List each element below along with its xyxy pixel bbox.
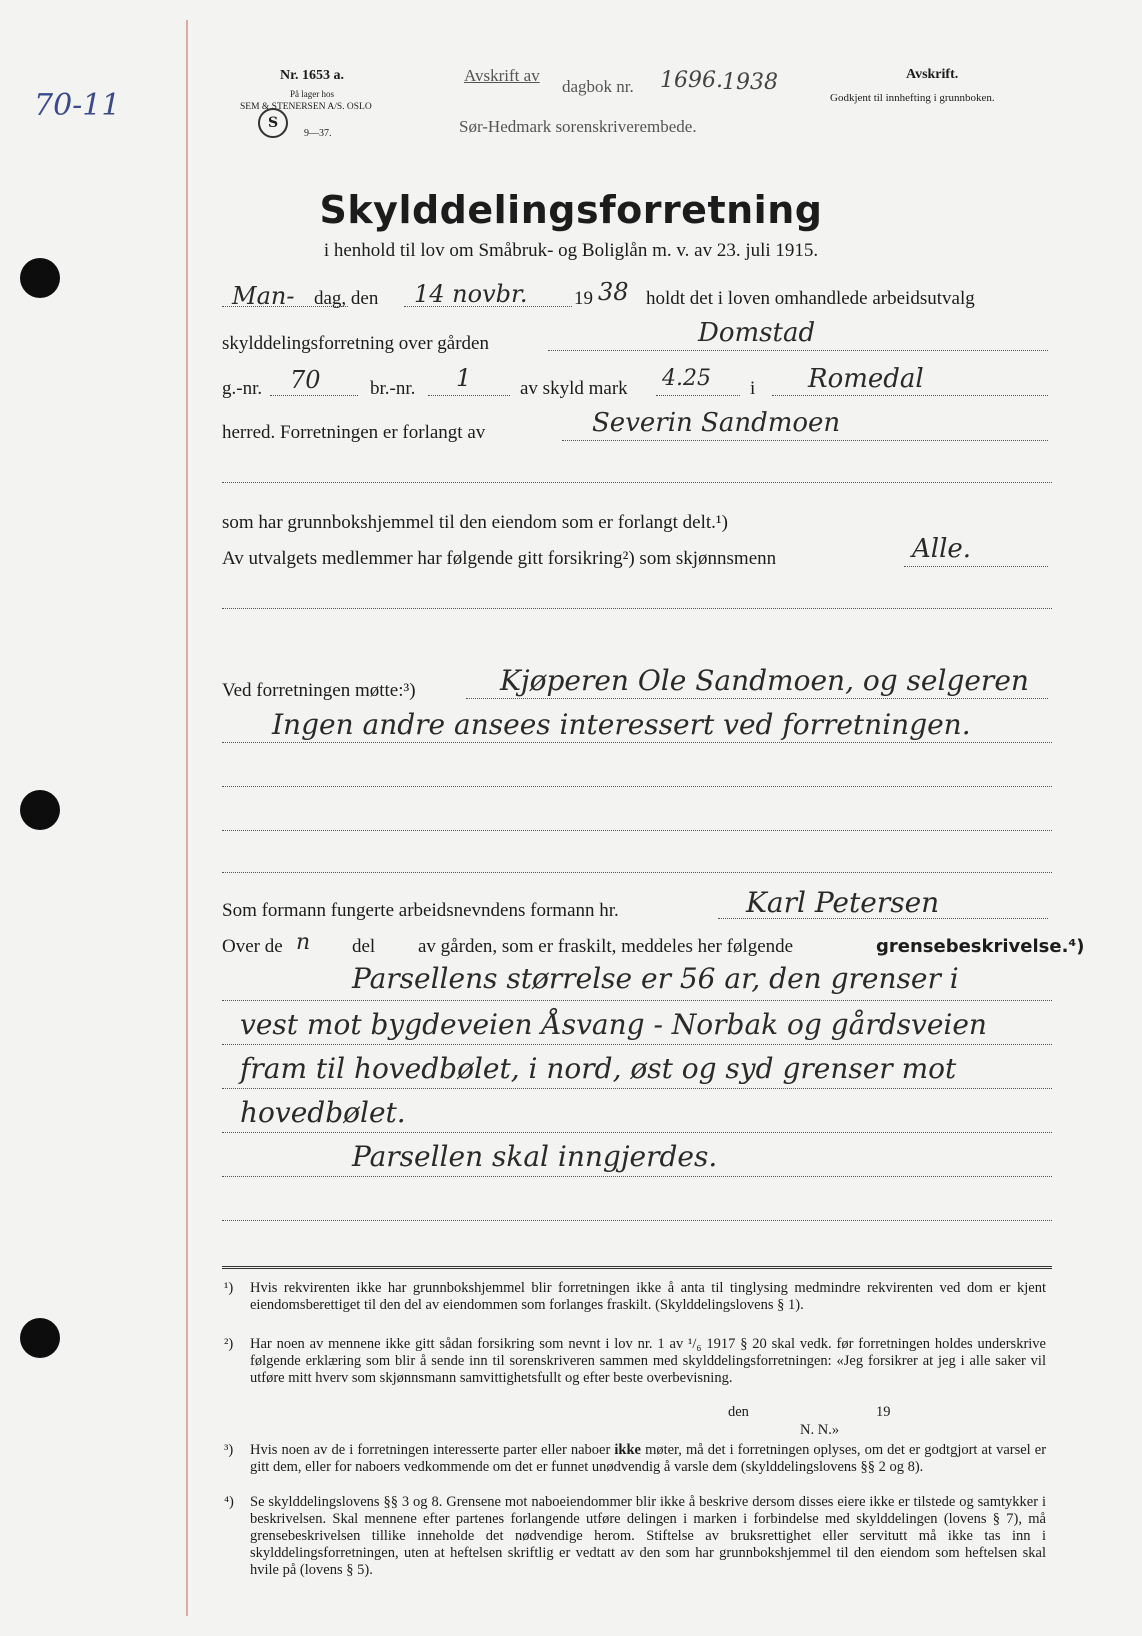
blank-line bbox=[222, 1220, 1052, 1221]
approval-text: Godkjent til innhefting i grunnboken. bbox=[830, 92, 995, 104]
form-number: Nr. 1653 a. bbox=[280, 68, 345, 83]
footnote-2-den: den bbox=[728, 1404, 749, 1420]
chair-label: Som formann fungerte arbeidsnevndens formann hr. bbox=[222, 900, 619, 921]
over-de-handwritten: n bbox=[296, 930, 311, 955]
copy-label: Avskrift av bbox=[464, 66, 540, 85]
year-handwritten: 38 bbox=[598, 278, 629, 306]
attended-label: Ved forretningen møtte:³) bbox=[222, 680, 416, 701]
boundary-handwritten-2: vest mot bygdeveien Åsvang - Norbak og gårdsveien bbox=[240, 1008, 987, 1041]
blank-line bbox=[222, 872, 1052, 873]
blank-line bbox=[222, 786, 1052, 787]
boundary-handwritten-1: Parsellens størrelse er 56 ar, den grenser i bbox=[352, 962, 959, 995]
blank-line bbox=[222, 1000, 1052, 1001]
margin-note: 70-11 bbox=[34, 88, 121, 123]
bnr-label: br.-nr. bbox=[370, 378, 416, 399]
office-stamp: Sør-Hedmark sorenskriverembede. bbox=[459, 117, 697, 136]
chair-handwritten: Karl Petersen bbox=[746, 886, 940, 919]
blank-line bbox=[222, 608, 1052, 609]
held-text: holdt det i loven omhandlede arbeidsutvalg bbox=[646, 288, 975, 309]
blank-line bbox=[222, 742, 1052, 743]
year-prefix: 19 bbox=[574, 288, 593, 309]
blank-line bbox=[222, 830, 1052, 831]
attended-handwritten-1: Kjøperen Ole Sandmoen, og selgeren bbox=[500, 664, 1029, 697]
requester-handwritten: Severin Sandmoen bbox=[592, 408, 841, 438]
footnote-2-year: 19 bbox=[876, 1404, 891, 1420]
boundary-handwritten-4: hovedbølet. bbox=[240, 1096, 406, 1129]
in-label: i bbox=[750, 378, 756, 399]
footnote-separator bbox=[222, 1266, 1052, 1269]
bnr-handwritten: 1 bbox=[456, 364, 472, 392]
blank-line bbox=[222, 1176, 1052, 1177]
blank-line bbox=[222, 482, 1052, 483]
blank-line bbox=[222, 1044, 1052, 1045]
register-label: dagbok nr. bbox=[562, 77, 634, 96]
register-number: 1696. bbox=[660, 68, 723, 93]
gnr-label: g.-nr. bbox=[222, 378, 263, 399]
publisher-line-1: På lager hos bbox=[290, 89, 334, 99]
boundary-bold: grensebeskrivelse.⁴) bbox=[876, 936, 1085, 957]
punch-hole bbox=[20, 790, 60, 830]
footnote-2-signature: N. N.» bbox=[800, 1422, 840, 1438]
part-label: del bbox=[352, 936, 376, 957]
members-text: Av utvalgets medlemmer har følgende gitt forsikring²) som skjønnsmenn bbox=[222, 548, 777, 569]
requester-label: herred. Forretningen er forlangt av bbox=[222, 422, 486, 443]
boundary-label: av gården, som er fraskilt, meddeles her følgende bbox=[418, 936, 794, 957]
blank-line bbox=[222, 1088, 1052, 1089]
weekday-handwritten: Man- bbox=[232, 282, 295, 310]
boundary-handwritten-3: fram til hovedbølet, i nord, øst og syd grenser mot bbox=[240, 1052, 957, 1085]
title-deed-text: som har grunnbokshjemmel til den eiendom som er forlangt delt.¹) bbox=[222, 512, 728, 533]
blank-line bbox=[222, 1132, 1052, 1133]
publisher-line-2: SEM & STENERSEN A/S. OSLO bbox=[240, 102, 372, 112]
punch-hole bbox=[20, 1318, 60, 1358]
gnr-handwritten: 70 bbox=[290, 366, 321, 394]
document-page: 70-11 Nr. 1653 a. På lager hos SEM & STENERSEN A/S. OSLO S 9—37. Avskrift av dagbok nr. 1696. 1938 Sør-Hedmark sorenskriverembede. Avskrift. Godkjent til innhefting i grunnboken. Skylddelingsforretning i henhold til lov om Småbruk- og Boliglån m. v. av 23. juli 1915. Man- dag, den 14 novbr. 19 38 holdt det i loven omhandlede arbeidsutvalg skylddelingsforretning over gården Domstad g.-nr. 70 br.-nr. 1 av skyld mark 4.25 i Romedal herred. Forretningen er forlangt av Severin Sandmoen som har grunnbokshjemmel til den eiendom som er forlangt delt.¹) Av utvalgets medlemmer har følgende gitt forsikring²) som skjønnsmenn Alle. Ved forretningen møtte:³) Kjøperen Ole Sandmoen, og selgeren Ingen andre ansees interessert ved forretningen. Som formann fungerte arbeidsnevndens formann hr. Karl Petersen Over de n del av gården, som er fraskilt, meddeles her følgende grensebeskrivelse.⁴) Parsellens størrelse er 56 ar, den grenser i vest mot bygdeveien Åsvang - Norbak og gårdsveien fram til hovedbølet, i nord, øst og syd grenser mot hovedbølet. Parsellen skal inngjerdes. ¹) Hvis rekvirenten ikke har grunnbokshjemmel blir forretningen ikke å anta til tinglysing medmindre rekvirenten ved dom er kjent eiendomsberettiget til den del av eiendommen som forlanges fraskilt. (Skylddelingslovens § 1). ²) Har noen av mennene ikke gitt sådan forsikring som nevnt i lov nr. 1 av ¹/₆ 1917 § 20 skal vedk. før forretningen holdes underskrive følgende erklæring som blir å sende inn til sorenskriveren sammen med skylddelingsforretningen: «Jeg forsikrer at jeg i alle saker vil utføre mitt hverv som skjønnsmann samvittighetsfullt og efter beste overbevisning. den 19 N. N.» ³) Hvis noen av de i forretningen interesserte parter eller naboer ikke møter, må det i forretningen oplyses, om det er godtgjort at varsel er gitt dem, eller for naboers vedkommende om det er funnet unødvendig å varsle dem (skylddelingslovens §§ 2 og 8). ⁴) Se skylddelingslovens §§ 3 og 8. Grensene mot naboeiendommer blir ikke å beskrive dersom disses eiere ikke er tilstede og samtykker i beskrivelsen. Skal mennene efter partenes forlangende utføre delingen i marken i forbindelse med skylddelingen (lovens § 7), må grensebeskrivelsen tillike inneholde det nødvendige herom. Stiftelse av bruksrettighet eller servitutt må ikke tas inn i skylddelingsforretningen, uten at heftelsen skriftlig er vedtatt av den som har grunnbokshjemmel til den eiendom som heftelsen skal hvile på (lovens § 5). bbox=[0, 0, 1142, 1636]
members-handwritten: Alle. bbox=[912, 534, 972, 564]
skyld-handwritten: 4.25 bbox=[662, 366, 711, 391]
boundary-handwritten-5: Parsellen skal inngjerdes. bbox=[352, 1140, 718, 1173]
approval-title: Avskrift. bbox=[906, 67, 959, 82]
document-subtitle: i henhold til lov om Småbruk- og Boliglån m. v. av 23. juli 1915. bbox=[323, 240, 819, 261]
date-handwritten: 14 novbr. bbox=[414, 280, 528, 308]
attended-handwritten-2: Ingen andre ansees interessert ved forretningen. bbox=[272, 708, 971, 741]
punch-hole bbox=[20, 258, 60, 298]
day-label: dag, den bbox=[314, 288, 379, 309]
farm-handwritten: Domstad bbox=[698, 318, 816, 348]
print-date: 9—37. bbox=[304, 128, 332, 139]
publisher-seal: S bbox=[258, 108, 288, 138]
document-title: Skylddelingsforretning bbox=[319, 188, 823, 232]
skyld-label: av skyld mark bbox=[520, 378, 628, 399]
municipality-handwritten: Romedal bbox=[808, 364, 924, 394]
register-year: 1938 bbox=[722, 70, 778, 95]
farm-label: skylddelingsforretning over gården bbox=[222, 333, 489, 354]
over-de-label: Over de bbox=[222, 936, 283, 957]
